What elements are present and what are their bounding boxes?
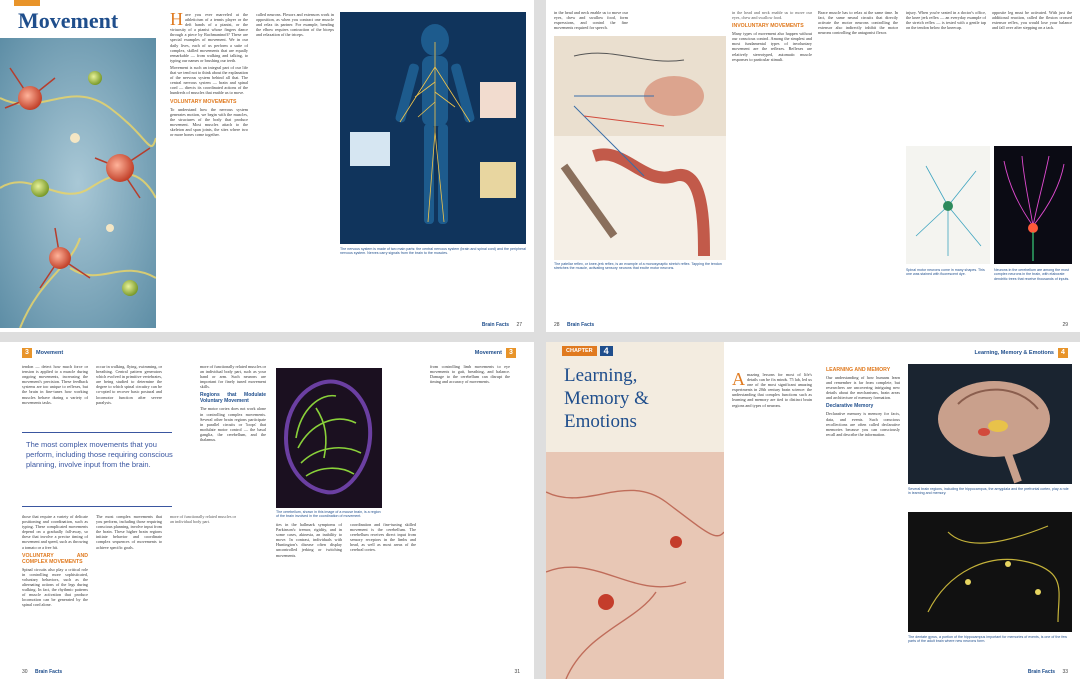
text-column-4: The most complex movements that you perform, including those requiring conscious planning, involve input from the brain. These higher brain regions initiate behavior and coordinate complex sequences of movements to achieve specific goals. [96, 514, 162, 550]
text-column-2: called neurons. Flexors and extensors work in opposition, as when you contract one muscle and relax its partner. For example, bending the elbow requires contraction of the biceps and relaxation of the triceps. [256, 12, 334, 38]
text-column-9: from controlling limb movements to eye movements to gait, breathing, and balance. Damage to the cerebellum can disrupt the timing and accuracy of movements. [430, 364, 510, 385]
pull-quote-rule [22, 432, 172, 433]
figure-caption: The nervous system is made of two main parts: the central nervous system (brain and spinal cord) and the peripheral nervous system. Nerves carry signals from the brain to the muscles. [340, 247, 526, 256]
spread-movement-complex [0, 342, 534, 679]
running-header-left: 3 Movement [22, 348, 63, 358]
text-column-1: in the head and neck enable us to move our eyes, chew and swallow food, form expressions, and control the fine movements required for speech. [554, 10, 628, 31]
page-number: 33 [1062, 669, 1068, 675]
subheading: Declarative Memory [826, 403, 874, 410]
text-column-2: LEARNING AND MEMORY Our understanding of how humans learn and remember is far from complete, but researchers are uncovering intriguing new details about the mechanisms, brain areas and architecture of memory formation. Declarative Memory Declarative memory is memory for facts, data, and events. Such conscious recollections are often called declarative memories because you can consciously recall and describe the information. [826, 367, 900, 437]
chapter-opener-art [546, 452, 724, 679]
page-footer-left: 30 Brain Facts [22, 669, 63, 675]
section-heading: VOLUNTARY AND COMPLEX MOVEMENTS [22, 552, 88, 565]
page-footer-right [514, 669, 520, 675]
spread-learning-memory [546, 342, 1080, 679]
brain-caption: Several brain regions, including the hippocampus, the amygdala and the prefrontal cortex, play a role in learning and memory. [908, 487, 1069, 496]
running-header-right: Movement 3 [475, 348, 516, 358]
reflex-caption: The patellar reflex, or knee-jerk reflex, is an example of a monosynaptic stretch reflex. Tapping the tendon stretches the muscle, activating sensory neurons that excite motor neurons. [554, 262, 722, 271]
chapter-chip: CHAPTER 4 [562, 344, 613, 358]
spread-movement-intro [0, 0, 534, 332]
pull-quote: The most complex movements that you perform, including those requiring conscious planning, involve input from the brain. [26, 440, 173, 469]
text-column-1: A mazing lessons for most of life's details can be fix minds. 75 lab, led us one of the most significant amazing experiments in 20th century brain science: the understanding that complex functions such as learning and memory are tied to distinct brain regions and types of neurons. [732, 372, 812, 408]
section-heading: VOLUNTARY MOVEMENTS [170, 98, 237, 105]
chapter-opener-panel [546, 342, 724, 679]
dentate-caption: The dentate gyrus, a portion of the hippocampus important for memories of events, is one of the few parts of the adult brain where new neurons form. [908, 635, 1068, 644]
motor-neuron-micrograph [906, 146, 990, 264]
page-number: 29 [1062, 322, 1068, 328]
text-column-3: those that require a variety of delicate positioning and coordination, such as typing. These complicated movements depend on a gradually fall-away, so these that involve a precise timing of movement and speed, such as throwing a tomato or a free hit. VOLUNTARY AND COMPLEX MOVEMENTS Spinal circuits also play a critical role in controlling more sophisticated, voluntary behaviors, such as the alternating actions of the legs during walking. In fact, the rhythmic patterns of muscle activation that produce locomotion can be generated by the spinal cord alone. [22, 514, 88, 608]
dentate-gyrus-image [908, 512, 1072, 632]
cerebellum-caption: The cerebellum, shown in this image of a mouse brain, is a region of the brain involved in the coordination of movement. [276, 510, 381, 519]
text-column-3: Brace muscle has to relax at the same time. In fact, the same neural circuits that directly activate the motor neurons controlling the extensor also indirectly inhibit the motor neurons controlling the antagonist flexor. [818, 10, 898, 36]
page-footer-left: 28 Brain Facts [554, 322, 595, 328]
reflex-diagram [554, 36, 726, 260]
brain-regions-figure [908, 364, 1072, 484]
page-number: 27 [516, 322, 522, 328]
page-footer: Brain Facts 27 [481, 322, 522, 328]
chapter-chip [14, 0, 40, 6]
neuron-illustration [0, 38, 156, 328]
chapter-title: Movement [18, 8, 119, 33]
pull-quote-rule-bottom [22, 506, 172, 507]
page-footer: Brain Facts 33 [1027, 669, 1068, 675]
dropcap: A [732, 372, 745, 389]
micrograph-caption-2: Neurons in the cerebellum are among the most complex neurons in the brain, with elaborate dendritic trees that receive thousands of inputs. [994, 268, 1070, 281]
text-column-2: in the head and neck enable us to move our eyes, chew and swallow food. INVOLUNTARY MOVEMENTS Many types of movement also happen without our conscious control. Among the simplest and most fundamental types of involuntary movement are the reflexes. Reflexes are relatively stereotyped, automatic muscle responses to particular stimuli. [732, 10, 812, 62]
text-column-5: more of functionally related muscles or an individual body part. [170, 514, 236, 525]
purkinje-neuron-micrograph [994, 146, 1072, 264]
page-number: 28 [554, 322, 560, 328]
text-column-7: ties in the hallmark symptoms of Parkinson's: tremor, rigidity, and in some cases, akinesia, an inability to move. In contrast, individuals with Huntington's disease often display uncontrolled jerking or twitching movements. [276, 522, 342, 558]
text-column-6: more of functionally related muscles or an individual body part, such as your hand or arm. Such neurons are important for finely tuned movement skills. Regions that Modulate Voluntary Movement The motor cortex does not work alone in controlling complex movements. Several other brain regions participate in parallel circuits or 'loops' that modulate motor control — the basal ganglia, the cerebellum, and the thalamus. [200, 364, 266, 443]
page-number: 31 [514, 669, 520, 675]
spread-movement-reflexes [546, 0, 1080, 332]
text-column-8: coordination and fine-tuning skilled movement is the cerebellum. The cerebellum receives direct input from sensory receptors in the limbs and head, as well as most areas of the cerebral cortex. [350, 522, 416, 553]
text-column-1: tendon — detect how much force or tension is applied to a muscle during ongoing movements, increasing the movement's precision. These feedback systems are too unique to reflexes, but the brain in fine-tunes how working muscles behave during a variety of movements tasks. [22, 364, 88, 405]
subheading: Regions that Modulate Voluntary Movement [200, 392, 266, 405]
running-header: Learning, Memory & Emotions 4 [975, 348, 1068, 358]
section-heading: LEARNING AND MEMORY [826, 367, 891, 373]
micrograph-caption-1: Spinal motor neurons come in many shapes. This one was stained with fluorescent dye. [906, 268, 985, 277]
chapter-title: Learning, Memory & Emotions [564, 365, 649, 432]
page-footer-right [1062, 322, 1068, 328]
section-heading: INVOLUNTARY MOVEMENTS [732, 23, 804, 30]
nervous-system-figure [340, 12, 526, 244]
text-column-2: occur in walking, flying, swimming, or breathing. Central pattern generators which evolved in primitive vertebrates, are being studied to determine the degree to which spinal circuitry can be co-opted to recover basic postural and locomotor function after severe paralysis. [96, 364, 162, 405]
cerebellum-image [276, 368, 382, 508]
text-column-1: H ave you ever marveled at the athleticism of a tennis player or the deft hands of a pianist, or the virtuosity of a pianist whose fingers dance through a piece by Rachmaninoff? These are special examples of movement. We in our daily lives, each of us perform a suite of complex, skilled movements that are equally remarkable — from walking and talking, to typing our names or brushing our teeth. Movement is such an integral part of our life that we tend not to think about the explanation of the nervous system behind all that. The central nervous system — brain and spinal cord — directs its coordinated actions of the hundreds of muscles that enable us to move. VOLUNTARY MOVEMENTS To understand how the nervous system generates motion, we begin with the muscles, the structures of the body that produce movement. Most muscles attach to the skeleton and span joints, the sites where two or more bones come together. [170, 12, 248, 137]
page-number: 30 [22, 669, 28, 675]
dropcap: H [170, 12, 183, 29]
text-column-5: opposite leg must be activated. With just the additional reaction, called the flexion crossed extensor reflex, you would lose your balance and fall over after stepping on a tack. [992, 10, 1072, 31]
text-column-4: injury. When you're seated in a doctor's office, the knee jerk reflex — an everyday example of the stretch reflex — is tested with a gentle tap on the tendon below the kneecap. [906, 10, 986, 31]
